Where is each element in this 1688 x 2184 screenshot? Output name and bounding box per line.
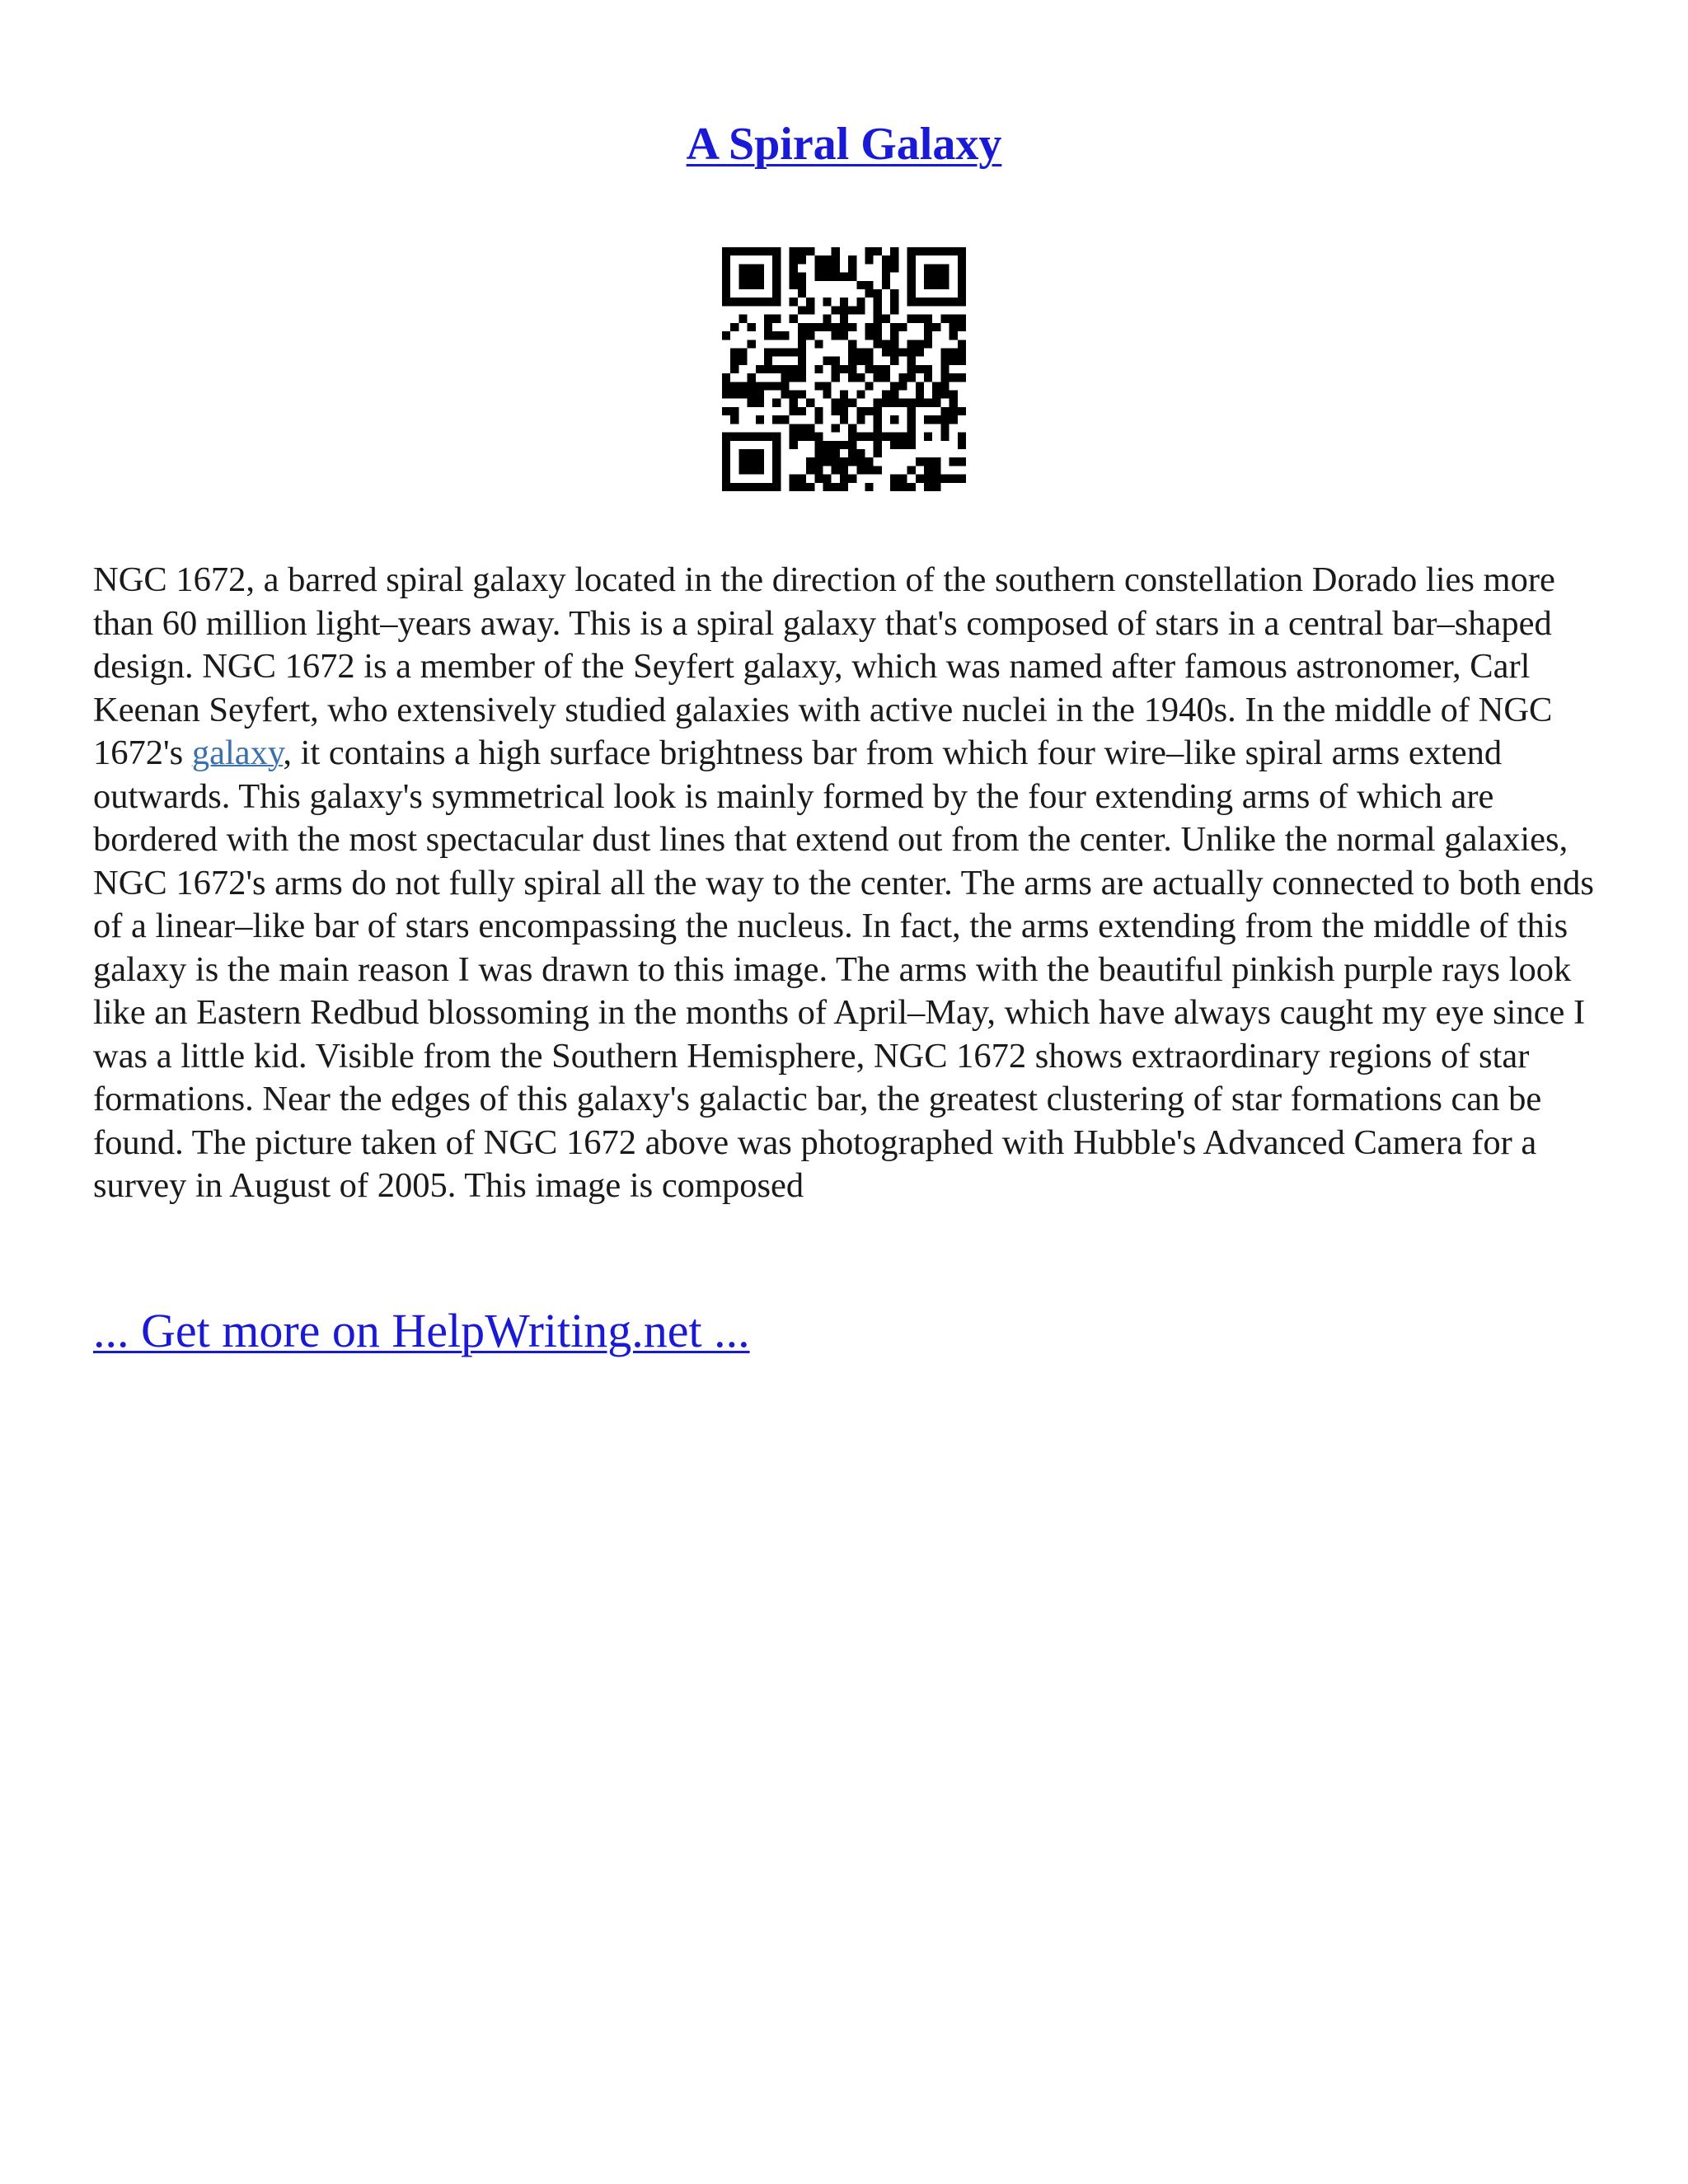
body-paragraph bbox=[93, 559, 1601, 1208]
galaxy-link[interactable]: galaxy bbox=[191, 733, 284, 772]
paragraph-text-start: NGC 1672, a barred spiral galaxy located in the direction of the southern constellation Dorado lies more than 60 million light–years away. This is a spiral galaxy that's composed of stars in a central bar–shaped design. NGC 1672 is a member of the Seyfert galaxy, which was named after famous astronomer, Carl Keenan Seyfert, who extensively studied galaxies with active nuclei in the 1940s. In the middle of NGC 1672's bbox=[93, 560, 1555, 772]
paragraph-text-end: , it contains a high surface brightness bar from which four wire–like spiral arms extend outwards. This galaxy's symmetrical look is mainly formed by the four extending arms of which are bordered with the most spectacular dust lines that extend out from the center. Unlike the normal galaxies, NGC 1672's arms do not fully spiral all the way to the center. The arms are actually connected to both ends of a linear–like bar of stars encompassing the nucleus. In fact, the arms extending from the middle of this galaxy is the main reason I was drawn to this image. The arms with the beautiful pinkish purple rays look like an Eastern Redbud blossoming in the months of April–May, which have always caught my eye since I was a little kid. Visible from the Southern Hemisphere, NGC 1672 shows extraordinary regions of star formations. Near the edges of this galaxy's galactic bar, the greatest clustering of star formations can be found. The picture taken of NGC 1672 above was photographed with Hubble's Advanced Camera for a survey in August of 2005. This image is composed bbox=[93, 733, 1594, 1205]
get-more-link[interactable]: ... Get more on HelpWriting.net ... bbox=[93, 1304, 750, 1357]
title-link[interactable]: A Spiral Galaxy bbox=[686, 119, 1002, 170]
get-more-paragraph bbox=[93, 1302, 750, 1360]
page-title bbox=[0, 115, 1688, 173]
qr-code-icon bbox=[722, 247, 966, 491]
